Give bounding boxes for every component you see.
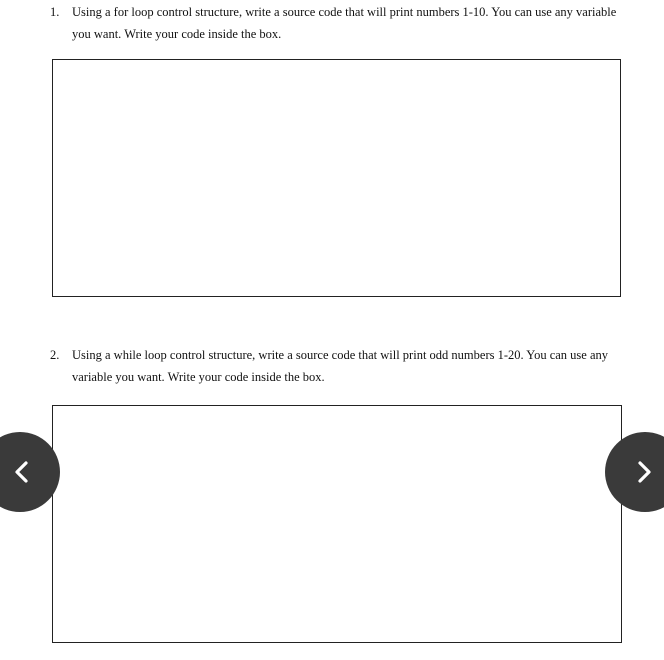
chevron-left-icon [10, 460, 34, 484]
answer-box-1[interactable] [52, 59, 621, 297]
previous-page-button[interactable] [0, 432, 60, 512]
question-2 [50, 344, 635, 388]
chevron-right-icon [632, 460, 656, 484]
question-2-number: 2. [50, 348, 60, 362]
question-1 [50, 1, 635, 45]
question-2-text: Using a while loop control structure, write a source code that will print odd numbers 1-20. You can use any variable you want. Write your code inside the box. [72, 348, 608, 384]
question-1-text: Using a for loop control structure, write a source code that will print numbers 1-10. You can use any variable you want. Write your code inside the box. [72, 5, 617, 41]
answer-box-2[interactable] [52, 405, 622, 643]
question-1-number: 1. [50, 5, 60, 19]
